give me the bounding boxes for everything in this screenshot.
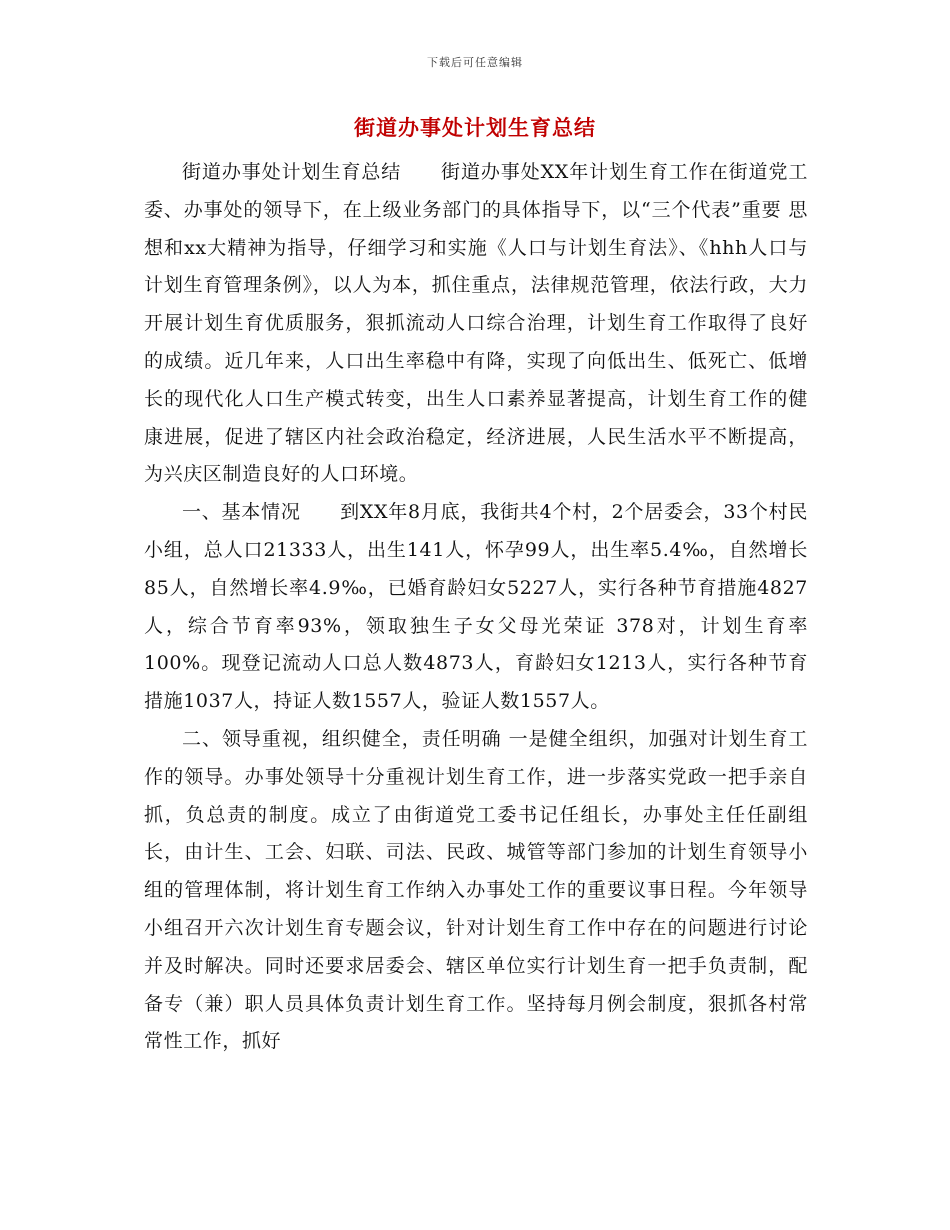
body-paragraph: 一、基本情况 到XX年8月底，我街共4个村，2个居委会，33个村民小组，总人口21333人，出生141人，怀孕99人，出生率5.4‰，自然增长85人，自然增长率4.9‰，已婚育龄妇女5227人，实行各种节育措施4827人，综合节育率93%，领取独生子女父母光荣证 378对，计划生育率100%。现登记流动人口总人数4873人，育龄妇女1213人，实行各种节育措施1037人，持证人数1557人，验证人数1557人。: [144, 501, 808, 713]
document-body: [144, 154, 808, 1061]
page-header-note: 下载后可任意编辑: [427, 56, 523, 69]
body-paragraph: 街道办事处计划生育总结 街道办事处XX年计划生育工作在街道党工委、办事处的领导下，在上级业务部门的具体指导下，以“三个代表”重要 思想和xx大精神为指导，仔细学习和实施《人口与计划生育法》、《hhh人口与计划生育管理条例》，以人为本，抓住重点，法律规范管理，依法行政，大力开展计划生育优质服务，狠抓流动人口综合治理，计划生育工作取得了良好的成绩。近几年来，人口出生率稳中有降，实现了向低出生、低死亡、低增长的现代化人口生产模式转变，出生人口素养显著提高，计划生育工作的健康进展，促进了辖区内社会政治稳定，经济进展，人民生活水平不断提高，为兴庆区制造良好的人口环境。: [144, 161, 808, 486]
body-paragraph: 二、领导重视，组织健全，责任明确 一是健全组织，加强对计划生育工作的领导。办事处领导十分重视计划生育工作，进一步落实党政一把手亲自抓，负总责的制度。成立了由街道党工委书记任组长，办事处主任任副组长，由计生、工会、妇联、司法、民政、城管等部门参加的计划生育领导小组的管理体制，将计划生育工作纳入办事处工作的重要议事日程。今年领导小组召开六次计划生育专题会议，针对计划生育工作中存在的问题进行讨论并及时解决。同时还要求居委会、辖区单位实行计划生育一把手负责制，配备专（兼）职人员具体负责计划生育工作。坚持每月例会制度，狠抓各村常常性工作，抓好: [144, 727, 808, 1053]
document-title: 街道办事处计划生育总结: [354, 116, 596, 140]
